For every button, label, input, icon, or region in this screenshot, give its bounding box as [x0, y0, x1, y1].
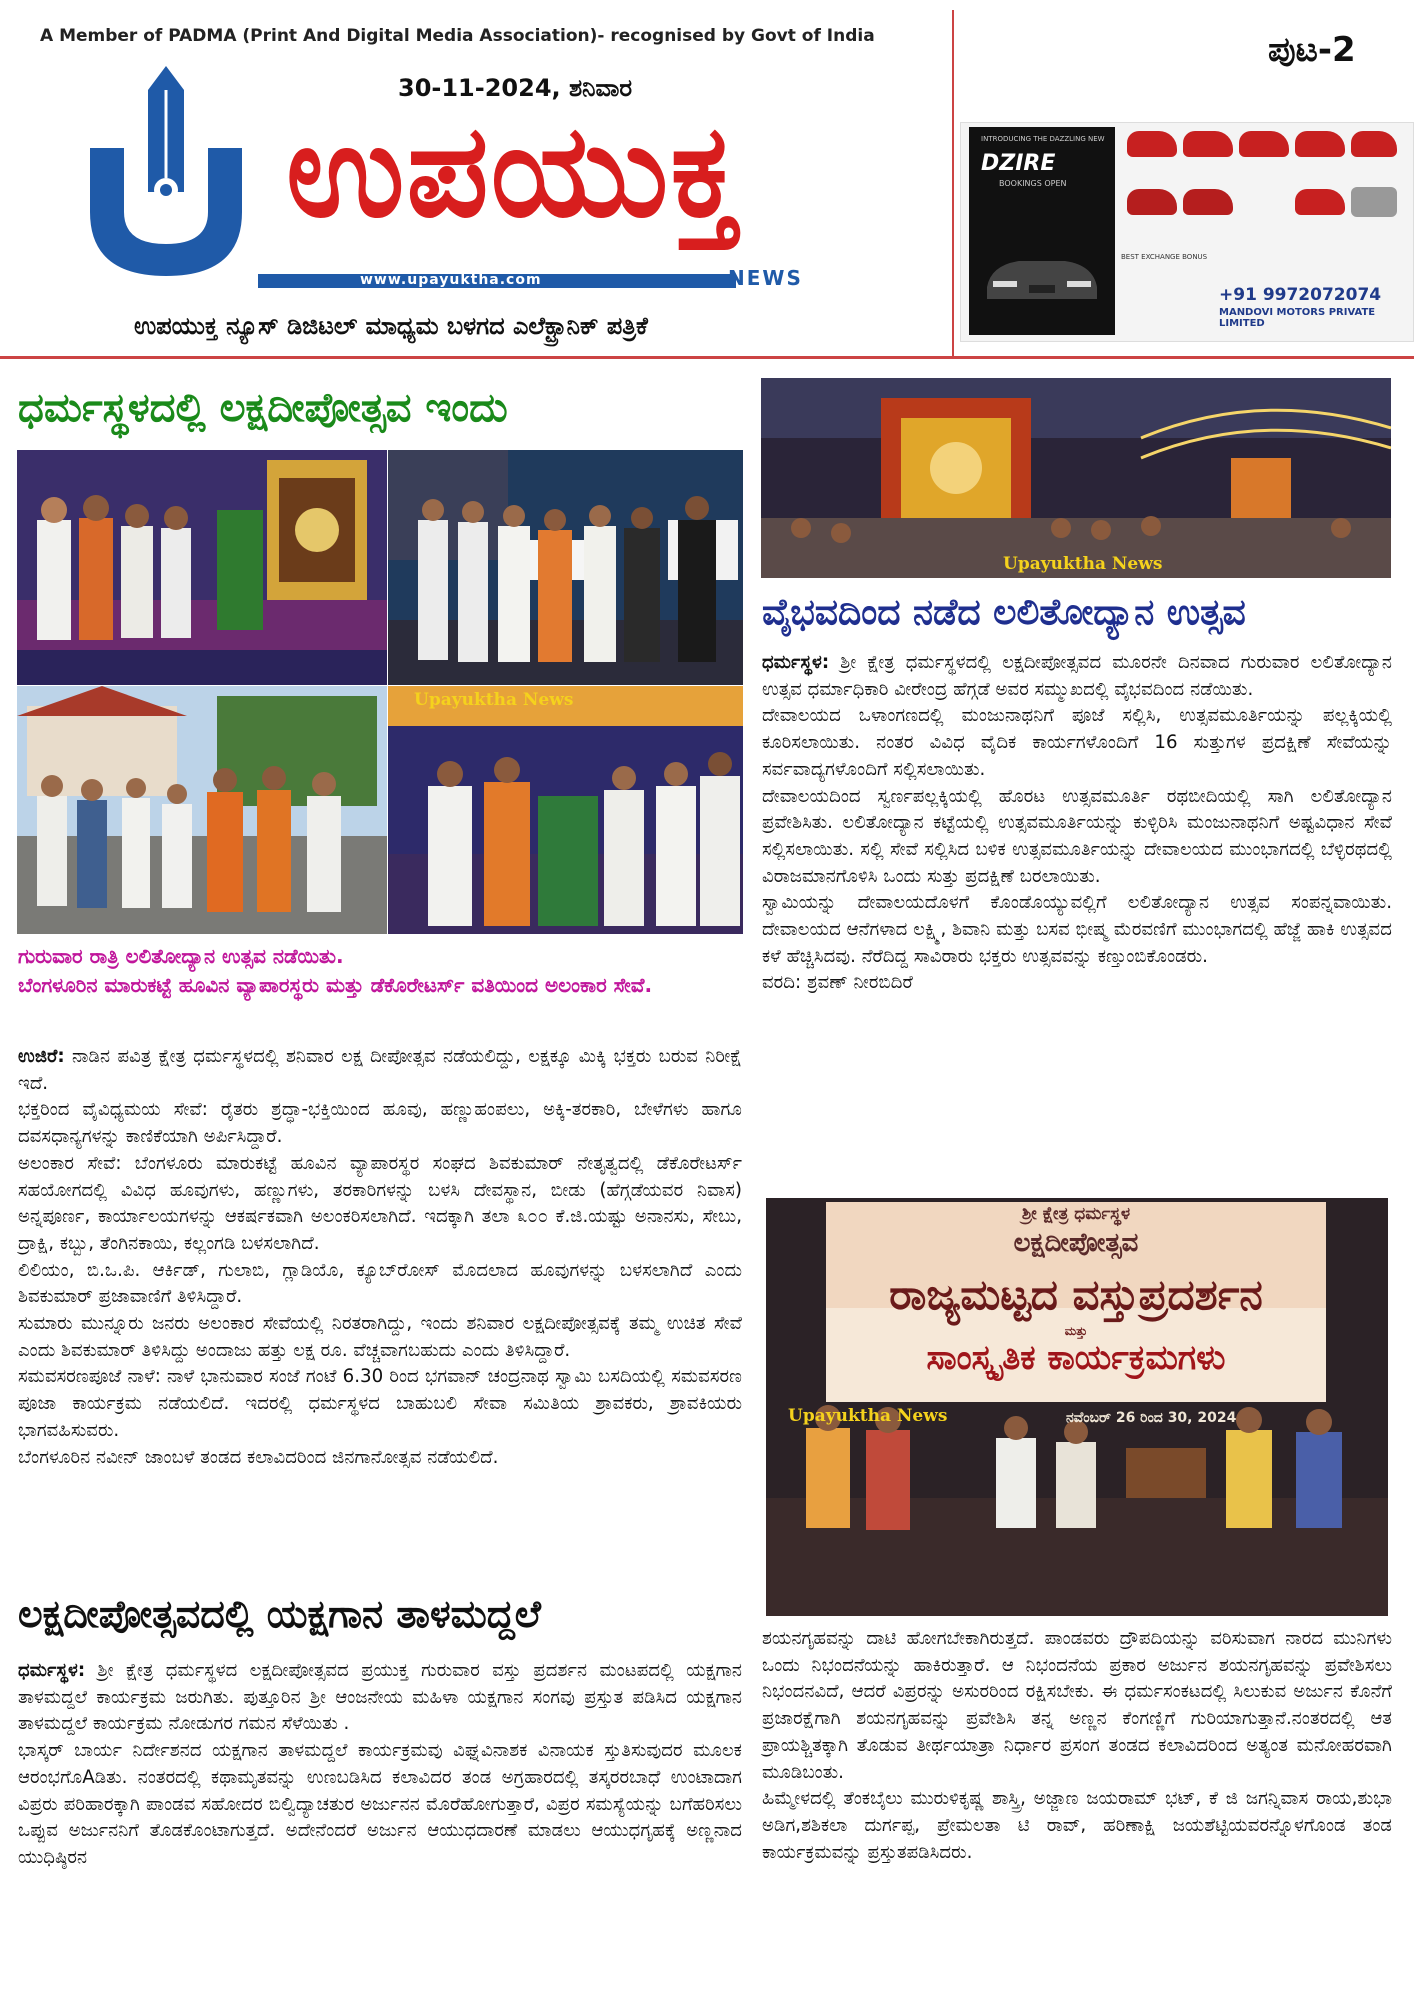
- ad-offer-text: BEST EXCHANGE BONUS: [1121, 253, 1208, 261]
- yakshagana-stage-photo: [766, 1198, 1388, 1616]
- lamp-lighting-photo: [17, 450, 387, 685]
- article-body-continuation: [762, 1626, 1392, 1866]
- masthead-title: ಉಪಯುಕ್ತ: [286, 97, 741, 246]
- ad-phone-number[interactable]: +91 9972072074: [1219, 285, 1382, 305]
- car-thumbnail-icon: [1183, 189, 1233, 215]
- news-label: NEWS: [728, 266, 803, 290]
- car-dealer-advertisement[interactable]: [960, 122, 1414, 342]
- header-divider-horizontal: [0, 356, 1414, 359]
- photo-watermark: Upayuktha News: [414, 690, 574, 710]
- ad-hero-panel: [969, 127, 1115, 335]
- dateline: ಧರ್ಮಸ್ಥಳ:: [18, 1660, 86, 1681]
- banner-cultural-text: ಸಾಂಸ್ಕೃತಿಕ ಕಾರ್ಯಕ್ರಮಗಳು: [926, 1338, 1226, 1378]
- padma-member-line: A Member of PADMA (Print And Digital Media Association)- recognised by Govt of India: [40, 26, 875, 46]
- paragraph: ಶ್ರೀ ಕ್ಷೇತ್ರ ಧರ್ಮಸ್ಥಳದ ಲಕ್ಷದೀಪೋತ್ಸವದ ಪ್ರಯುಕ್ತ ಗುರುವಾರ ವಸ್ತು ಪ್ರದರ್ಶನ ಮಂಟಪದಲ್ಲಿ ಯಕ್ಷಗಾನ ತಾಳಮದ್ದಲೆ ಕಾರ್ಯಕ್ರಮ ಜರುಗಿತು. ಪುತ್ತೂರಿನ ಶ್ರೀ ಆಂಜನೇಯ ಮಹಿಳಾ ಯಕ್ಷಗಾನ ಸಂಗವು ಪ್ರಸ್ತುತ ಪಡಿಸಿದ ಯಕ್ಷಗಾನ ತಾಳಮದ್ದಲೆ ಕಾರ್ಯಕ್ರಮ ನೋಡುಗರ ಗಮನ ಸೆಳೆಯಿತು .: [18, 1660, 742, 1735]
- ad-model-name: DZIRE: [981, 151, 1056, 176]
- car-thumbnail-icon: [1127, 131, 1177, 157]
- paragraph: ಭಾಸ್ಕರ್ ಬಾರ್ಯ ನಿರ್ದೇಶನದ ಯಕ್ಷಗಾನ ತಾಳಮದ್ದಲೆ ಕಾರ್ಯಕ್ರಮವು ವಿಘ್ನವಿನಾಶಕ ವಿನಾಯಕ ಸ್ತುತಿಸುವುದರ ಮೂಲಕ ಆರಂಭಗೊAಡಿತು. ನಂತರದಲ್ಲಿ ಕಥಾಮೃತವನ್ನು ಉಣಬಡಿಸಿದ ಕಲಾವಿದರ ತಂಡ ಅಗ್ರಹಾರದಲ್ಲಿ ತಸ್ಕರರಬಾಧೆ ಉಂಟಾದಾಗ ವಿಪ್ರರು ಪರಿಹಾರಕ್ಕಾಗಿ ಪಾಂಡವ ಸಹೋದರ ಬಿಲ್ವಿದ್ಯಾಚತುರ ಅರ್ಜುನನ ಮೊರೆಹೋಗುತ್ತಾರೆ, ವಿಪ್ರರ ಸಮಸ್ಯೆಯನ್ನು ಬಗೆಹರಿಸಲು ಒಪ್ಪುವ ಅರ್ಜುನನಿಗೆ ತೊಡಕೊಂಟಾಗುತ್ತದೆ. ಅದೇನೆಂದರೆ ಅರ್ಜುನ ಆಯುಧದಾರಣೆ ಮಾಡಲು ಆಯುಧಗೃಹಕ್ಕೆ ಅಣ್ಣನಾದ ಯುಧಿಷ್ಠಿರನ: [18, 1740, 742, 1868]
- car-front-icon: [979, 247, 1105, 307]
- procession-photo: [17, 686, 387, 934]
- paragraph: ಸಮವಸರಣಪೂಜೆ ನಾಳೆ: ನಾಳೆ ಭಾನುವಾರ ಸಂಜೆ ಗಂಟೆ 6.30 ರಿಂದ ಭಗವಾನ್ ಚಂದ್ರನಾಥ ಸ್ವಾಮಿ ಬಸದಿಯಲ್ಲಿ ಸಮವಸರಣ ಪೂಜಾ ಕಾರ್ಯಕ್ರಮ ನಡೆಯಲಿದೆ. ಇದರಲ್ಲಿ ಧರ್ಮಸ್ಥಳದ ಬಾಹುಬಲಿ ಸೇವಾ ಸಮಿತಿಯ ಶ್ರಾವಕರು, ಶ್ರಾವಕಿಯರು ಭಾಗವಹಿಸುವರು.: [18, 1366, 742, 1441]
- banner-and-text: ಮತ್ತು: [1064, 1324, 1088, 1338]
- website-url: www.upayuktha.com: [360, 272, 542, 288]
- award-presentation-photo: [388, 450, 743, 685]
- pen-nib-logo-icon: [70, 62, 270, 292]
- photo-watermark: Upayuktha News: [1003, 554, 1163, 574]
- car-thumbnail-icon: [1351, 131, 1397, 157]
- van-thumbnail-icon: [1351, 187, 1397, 217]
- ad-intro-text: INTRODUCING THE DAZZLING NEW: [981, 135, 1105, 143]
- paragraph: ಅಲಂಕಾರ ಸೇವೆ: ಬೆಂಗಳೂರು ಮಾರುಕಟ್ಟೆ ಹೂವಿನ ವ್ಯಾಪಾರಸ್ಥರ ಸಂಘದ ಶಿವಕುಮಾರ್ ನೇತೃತ್ವದಲ್ಲಿ ಡೆಕೊರೇಟರ್ಸ್ ಸಹಯೋಗದಲ್ಲಿ ವಿವಿಧ ಹೂವುಗಳು, ಹಣ್ಣುಗಳು, ತರಕಾರಿಗಳನ್ನು ಬಳಸಿ ದೇವಸ್ಥಾನ, ಬೀಡು (ಹೆಗ್ಗಡೆಯವರ ನಿವಾಸ) ಅನ್ನಪೂರ್ಣ, ಕಾರ್ಯಾಲಯಗಳನ್ನು ಆಕರ್ಷಕವಾಗಿ ಅಲಂಕರಿಸಲಾಗಿದೆ. ಇದಕ್ಕಾಗಿ ತಲಾ ೩೦೦ ಕೆ.ಜಿ.ಯಷ್ಟು ಅನಾನಸು, ಸೇಬು, ದ್ರಾಕ್ಷಿ, ಕಬ್ಬು, ತೆಂಗಿನಕಾಯಿ, ಕಲ್ಲಂಗಡಿ ಬಳಸಲಾಗಿದೆ.: [18, 1152, 742, 1254]
- paragraph: ಭಕ್ತರಿಂದ ವೈವಿಧ್ಯಮಯ ಸೇವೆ: ರೈತರು ಶ್ರದ್ಧಾ-ಭಕ್ತಿಯಿಂದ ಹೂವು, ಹಣ್ಣುಹಂಪಲು, ಅಕ್ಕಿ-ತರಕಾರಿ, ಬೇಳೆಗಳು ಹಾಗೂ ದವಸಧಾನ್ಯಗಳನ್ನು ಕಾಣಿಕೆಯಾಗಿ ಅರ್ಪಿಸಿದ್ದಾರೆ.: [18, 1099, 742, 1148]
- car-thumbnail-icon: [1239, 131, 1289, 157]
- article-body-lakshadeepotsava: [18, 1044, 742, 1471]
- paragraph: ಲಿಲಿಯಂ, ಬಿ.ಒ.ಪಿ. ಆರ್ಕಿಡ್, ಗುಲಾಬಿ, ಗ್ಲಾಡಿಯೊ, ಕ್ಯೂಬ್‌ರೋಸ್ ಮೊದಲಾದ ಹೂವುಗಳನ್ನು ಬಳಸಲಾಗಿದೆ ಎಂದು ಶಿವಕುಮಾರ್ ಪ್ರಜಾವಾಣಿಗೆ ತಿಳಿಸಿದ್ದಾರೆ.: [18, 1259, 742, 1308]
- banner-exhibition-text: ರಾಜ್ಯಮಟ್ಟದ ವಸ್ತುಪ್ರದರ್ಶನ: [889, 1270, 1263, 1319]
- byline: ವರದಿ: ಶ್ರವಣ್ ನೀರಬಿದಿರೆ: [762, 972, 913, 994]
- paragraph: ದೇವಾಲಯದ ಒಳಾಂಗಣದಲ್ಲಿ ಮಂಜುನಾಥನಿಗೆ ಪೂಜೆ ಸಲ್ಲಿಸಿ, ಉತ್ಸವಮೂರ್ತಿಯನ್ನು ಪಲ್ಲಕ್ಕಿಯಲ್ಲಿ ಕೂರಿಸಲಾಯಿತು. ನಂತರ ವಿವಿಧ ವೈದಿಕ ಕಾರ್ಯಗಳೊಂದಿಗೆ 16 ಸುತ್ತುಗಳ ಪ್ರದಕ್ಷಿಣೆ ಸೇವೆಯನ್ನು ಸರ್ವವಾದ್ಯಗಳೊಂದಿಗೆ ಸಲ್ಲಿಸಲಾಯಿತು.: [762, 705, 1392, 780]
- paragraph: ಹಿಮ್ಮೇಳದಲ್ಲಿ ತೆಂಕಬೈಲು ಮುರುಳಿಕೃಷ್ಣ ಶಾಸ್ತ್ರಿ, ಅಜ್ಜಾಣ ಜಯರಾಮ್ ಭಟ್, ಕೆ ಜಿ ಜಗನ್ನಿವಾಸ ರಾಯ,ಶುಭಾ ಅಡಿಗ,ಶಶಿಕಲಾ ದುರ್ಗಪ್ಪ, ಪ್ರೇಮಲತಾ ಟಿ ರಾವ್, ಹರಿಣಾಕ್ಷಿ ಜಯಶೆಟ್ಟಿಯವರನ್ನೊಳಗೊಂಡ ತಂಡ ಕಾರ್ಯಕ್ರಮವನ್ನು ಪ್ರಸ್ತುತಪಡಿಸಿದರು.: [762, 1788, 1392, 1863]
- article-headline-yakshagana: ಲಕ್ಷದೀಪೋತ್ಸವದಲ್ಲಿ ಯಕ್ಷಗಾನ ತಾಳಮದ್ದಲೆ: [18, 1592, 541, 1636]
- banner-date-text: ನವೆಂಬರ್ 26 ರಿಂದ 30, 2024: [1066, 1410, 1237, 1426]
- dateline: ಧರ್ಮಸ್ಥಳ:: [762, 652, 830, 673]
- paragraph: ಸುಮಾರು ಮುನ್ನೂರು ಜನರು ಅಲಂಕಾರ ಸೇವೆಯಲ್ಲಿ ನಿರತರಾಗಿದ್ದು, ಇಂದು ಶನಿವಾರ ಲಕ್ಷದೀಪೋತ್ಸವಕ್ಕೆ ತಮ್ಮ ಉಚಿತ ಸೇವೆ ಎಂದು ಶಿವಕುಮಾರ್ ತಿಳಿಸಿದ್ದು ಅಂದಾಜು ಹತ್ತು ಲಕ್ಷ ರೂ. ವೆಚ್ಚವಾಗಬಹುದು ಎಂದು ತಿಳಿಸಿದ್ದಾರೆ.: [18, 1313, 742, 1361]
- ad-dealer-name: MANDOVI MOTORS PRIVATE LIMITED: [1219, 307, 1376, 329]
- masthead-tagline: ಉಪಯುಕ್ತ ನ್ಯೂಸ್ ಡಿಜಿಟಲ್ ಮಾಧ್ಯಮ ಬಳಗದ ಎಲೆಕ್ಟ್ರಾನಿಕ್ ಪತ್ರಿಕೆ: [134, 312, 648, 340]
- article-headline-lakshadeepotsava: ಧರ್ಮಸ್ಥಳದಲ್ಲಿ ಲಕ್ಷದೀಪೋತ್ಸವ ಇಂದು: [18, 385, 508, 431]
- car-thumbnail-icon: [1295, 131, 1345, 157]
- caption-line: ಬೆಂಗಳೂರಿನ ಮಾರುಕಟ್ಟೆ ಹೂವಿನ ವ್ಯಾಪಾರಸ್ಥರು ಮತ್ತು ಡೆಕೊರೇಟರ್ಸ್ ವತಿಯಿಂದ ಅಲಂಕಾರ ಸೇವೆ.: [18, 973, 653, 997]
- photo-watermark: Upayuktha News: [788, 1406, 948, 1426]
- paragraph: ಶಯನಗೃಹವನ್ನು ದಾಟಿ ಹೋಗಬೇಕಾಗಿರುತ್ತದೆ. ಪಾಂಡವರು ದ್ರೌಪದಿಯನ್ನು ವರಿಸುವಾಗ ನಾರದ ಮುನಿಗಳು ಒಂದು ನಿಭಂದನೆಯನ್ನು ಹಾಕಿರುತ್ತಾರೆ. ಆ ನಿಭಂದನೆಯ ಪ್ರಕಾರ ಅರ್ಜುನ ಶಯನಗೃಹವನ್ನು ಪ್ರವೇಶಿಸಲು ನಿಭಂದನವಿದೆ, ಆದರೆ ವಿಪ್ರರನ್ನು ಅಸುರರಿಂದ ರಕ್ಷಿಸಬೇಕು. ಈ ಧರ್ಮಸಂಕಟದಲ್ಲಿ ಸಿಲುಕುವ ಅರ್ಜುನ ಕೊನೆಗೆ ಪ್ರಜಾರಕ್ಷೆಗಾಗಿ ಶಯನಗೃಹವನ್ನು ಪ್ರವೇಶಿಸಿ ತನ್ನ ಅಣ್ಣನ ಕೆಂಗಣ್ಣಿಗೆ ಗುರಿಯಾಗುತ್ತಾನೆ.ನಂತರದಲ್ಲಿ ಆತ ಪ್ರಾಯಶ್ಚಿತಕ್ಕಾಗಿ ತೊಡುವ ತೀರ್ಥಯಾತ್ರಾ ನಿರ್ಧಾರ ಪ್ರಸಂಗ ತಂಡದ ಕಲಾವಿದರಿಂದ ಅತ್ಯಂತ ಮನೋಹರವಾಗಿ ಮೂಡಿಬಂತು.: [762, 1628, 1392, 1783]
- header-divider-vertical: [952, 10, 954, 356]
- photo-caption: [18, 942, 742, 1000]
- caption-line: ಗುರುವಾರ ರಾತ್ರಿ ಲಲಿತೋದ್ಯಾನ ಉತ್ಸವ ನಡೆಯಿತು.: [18, 944, 344, 968]
- issue-date: 30-11-2024, ಶನಿವಾರ: [398, 74, 633, 102]
- article-body-lalitodyana: [762, 650, 1392, 997]
- paragraph: ದೇವಾಲಯದಿಂದ ಸ್ವರ್ಣಪಲ್ಲಕ್ಕಿಯಲ್ಲಿ ಹೊರಟ ಉತ್ಸವಮೂರ್ತಿ ರಥಬೀದಿಯಲ್ಲಿ ಸಾಗಿ ಲಲಿತೋದ್ಯಾನ ಪ್ರವೇಶಿಸಿತು. ಲಲಿತೋದ್ಯಾನ ಕಟ್ಟೆಯಲ್ಲಿ ಉತ್ಸವಮೂರ್ತಿಯನ್ನು ಕುಳ್ಳಿರಿಸಿ ಮಂಜುನಾಥನಿಗೆ ಅಷ್ಟವಿಧಾನ ಸೇವೆ ಸಲ್ಲಿಸಲಾಯಿತು. ಸಲ್ಲಿ ಸೇವೆ ಸಲ್ಲಿಸಿದ ಬಳಿಕ ಉತ್ಸವಮೂರ್ತಿಯನ್ನು ದೇವಾಲಯದ ಮುಂಭಾಗದಲ್ಲಿ ಬೆಳ್ಳಿರಥದಲ್ಲಿ ವಿರಾಜಮಾನಗೊಳಿಸಿ ಒಂದು ಸುತ್ತು ಪ್ರದಕ್ಷಿಣೆ ಬರಲಾಯಿತು.: [762, 785, 1392, 887]
- article-body-yakshagana: [18, 1658, 742, 1872]
- inauguration-photo: [388, 686, 743, 934]
- car-thumbnail-icon: [1295, 189, 1345, 215]
- article-headline-lalitodyana: ವೈಭವದಿಂದ ನಡೆದ ಲಲಿತೋದ್ಯಾನ ಉತ್ಸವ: [762, 592, 1246, 633]
- car-thumbnail-icon: [1127, 189, 1177, 215]
- temple-festival-photo: [761, 378, 1391, 578]
- banner-subtitle: ಶ್ರೀ ಕ್ಷೇತ್ರ ಧರ್ಮಸ್ಥಳ: [1021, 1204, 1131, 1224]
- ad-bookings-text: BOOKINGS OPEN: [999, 179, 1067, 188]
- car-thumbnail-icon: [1183, 131, 1233, 157]
- paragraph: ನಾಡಿನ ಪವಿತ್ರ ಕ್ಷೇತ್ರ ಧರ್ಮಸ್ಥಳದಲ್ಲಿ ಶನಿವಾರ ಲಕ್ಷ ದೀಪೋತ್ಸವ ನಡೆಯಲಿದ್ದು, ಲಕ್ಷಕ್ಕೂ ಮಿಕ್ಕಿ ಭಕ್ತರು ಬರುವ ನಿರೀಕ್ಷೆ ಇದೆ.: [18, 1046, 742, 1094]
- dateline: ಉಜಿರೆ:: [18, 1046, 65, 1067]
- paragraph: ಸ್ವಾಮಿಯನ್ನು ದೇವಾಲಯದೊಳಗೆ ಕೊಂಡೊಯ್ಯುವಲ್ಲಿಗೆ ಲಲಿತೋದ್ಯಾನ ಉತ್ಸವ ಸಂಪನ್ನವಾಯಿತು. ದೇವಾಲಯದ ಆನೆಗಳಾದ ಲಕ್ಷ್ಮಿ, ಶಿವಾನಿ ಮತ್ತು ಬಸವ ಭೀಷ್ಮ ಮೆರವಣಿಗೆ ಮುಂಭಾಗದಲ್ಲಿ ಹೆಜ್ಜೆ ಹಾಕಿ ಉತ್ಸವದ ಕಳೆ ಹೆಚ್ಚಿಸಿದವು. ನೆರೆದಿದ್ದ ಸಾವಿರಾರು ಭಕ್ತರು ಉತ್ಸವವನ್ನು ಕಣ್ತುಂಬಿಕೊಂಡರು.: [762, 892, 1392, 967]
- page-number: ಪುಟ-2: [1268, 30, 1356, 70]
- paragraph: ಶ್ರೀ ಕ್ಷೇತ್ರ ಧರ್ಮಸ್ಥಳದಲ್ಲಿ ಲಕ್ಷದೀಪೋತ್ಸವದ ಮೂರನೇ ದಿನವಾದ ಗುರುವಾರ ಲಲಿತೋದ್ಯಾನ ಉತ್ಸವ ಧರ್ಮಾಧಿಕಾರಿ ವೀರೇಂದ್ರ ಹೆಗ್ಗಡೆ ಅವರ ಸಮ್ಮುಖದಲ್ಲಿ ವೈಭವದಿಂದ ನಡೆಯಿತು.: [762, 652, 1392, 700]
- paragraph: ಬೆಂಗಳೂರಿನ ನವೀನ್ ಜಾಂಬಳೆ ತಂಡದ ಕಲಾವಿದರಿಂದ ಜಿನಗಾನೋತ್ಸವ ನಡೆಯಲಿದೆ.: [18, 1446, 499, 1468]
- banner-title: ಲಕ್ಷದೀಪೋತ್ಸವ: [1013, 1228, 1139, 1258]
